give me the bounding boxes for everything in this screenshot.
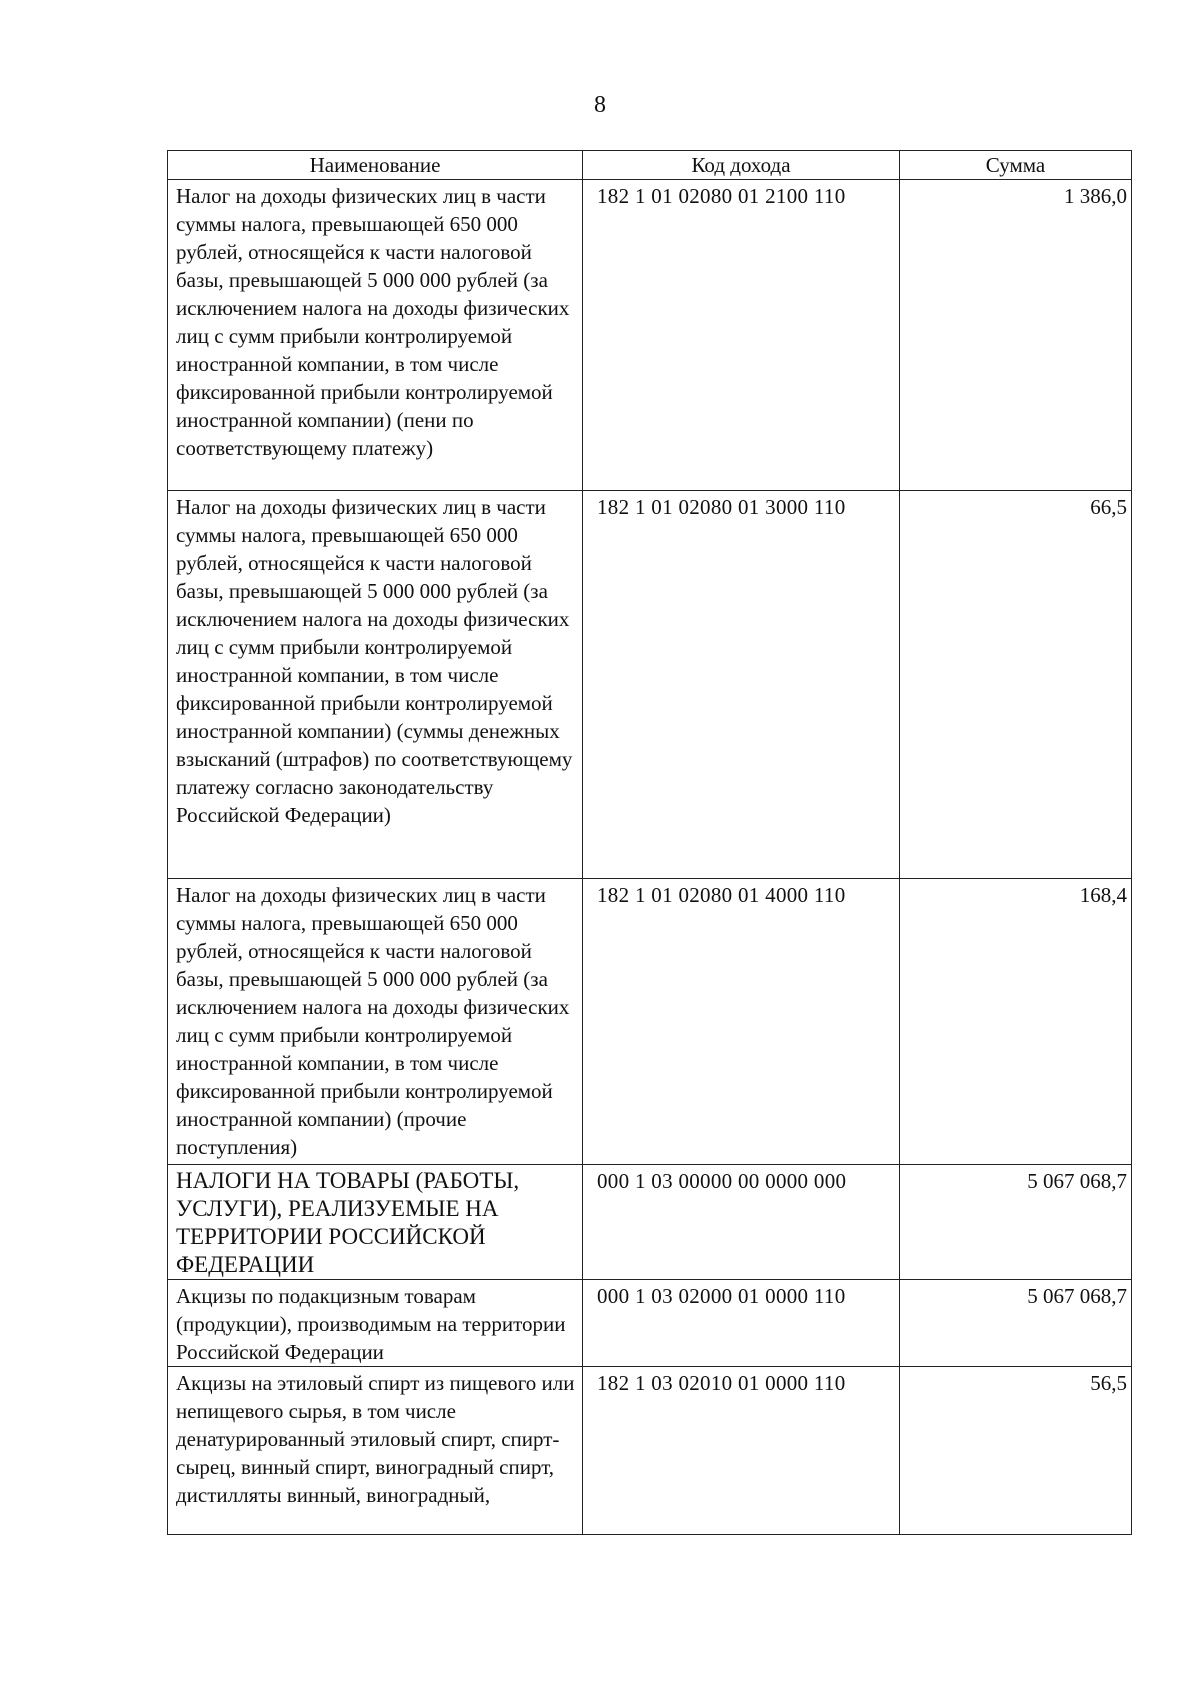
row-name-cell	[168, 1367, 583, 1535]
row-sum: 5 067 068,7	[900, 1165, 1132, 1280]
page-number: 8	[594, 92, 606, 118]
row-code: 182 1 03 02010 01 0000 110	[583, 1367, 900, 1535]
row-code: 000 1 03 00000 00 0000 000	[583, 1165, 900, 1280]
revenue-table	[167, 150, 1132, 1535]
row-name: Налог на доходы физических лиц в части суммы налога, превышающей 650 000 рублей, относящейся к части налоговой базы, превышающей 5 000 000 рублей (за исключением налога на доходы физических лиц с сумм прибыли контролируемой иностранной компании, в том числе фиксированной прибыли контролируемой иностранной компании) (пени по соответствующему платежу)	[176, 184, 570, 460]
table-row	[168, 1367, 1132, 1535]
row-sum: 5 067 068,7	[900, 1280, 1132, 1367]
row-name-cell	[168, 180, 583, 491]
header-sum: Сумма	[900, 151, 1132, 180]
table-row	[168, 1280, 1132, 1367]
row-code: 182 1 01 02080 01 3000 110	[583, 491, 900, 879]
row-code: 000 1 03 02000 01 0000 110	[583, 1280, 900, 1367]
table-row	[168, 491, 1132, 879]
row-sum: 66,5	[900, 491, 1132, 879]
row-sum: 168,4	[900, 879, 1132, 1165]
header-name: Наименование	[168, 151, 583, 180]
row-name-cell	[168, 1280, 583, 1367]
header-code: Код дохода	[583, 151, 900, 180]
row-name-cell	[168, 491, 583, 879]
row-sum: 1 386,0	[900, 180, 1132, 491]
row-code: 182 1 01 02080 01 4000 110	[583, 879, 900, 1165]
row-code: 182 1 01 02080 01 2100 110	[583, 180, 900, 491]
row-name: Налог на доходы физических лиц в части суммы налога, превышающей 650 000 рублей, относящейся к части налоговой базы, превышающей 5 000 000 рублей (за исключением налога на доходы физических лиц с сумм прибыли контролируемой иностранной компании, в том числе фиксированной прибыли контролируемой иностранной компании) (прочие поступления)	[176, 883, 570, 1159]
row-sum: 56,5	[900, 1367, 1132, 1535]
row-name: Налог на доходы физических лиц в части суммы налога, превышающей 650 000 рублей, относящейся к части налоговой базы, превышающей 5 000 000 рублей (за исключением налога на доходы физических лиц с сумм прибыли контролируемой иностранной компании, в том числе фиксированной прибыли контролируемой иностранной компании) (суммы денежных взысканий (штрафов) по соответствующему платежу согласно законодательству Российской Федерации)	[176, 495, 573, 827]
row-name-cell	[168, 879, 583, 1165]
table-row	[168, 879, 1132, 1165]
row-name: Акцизы по подакцизным товарам (продукции), производимым на территории Российской Федерации	[176, 1284, 566, 1364]
row-name: Акцизы на этиловый спирт из пищевого или непищевого сырья, в том числе денатурированный этиловый спирт, спирт-сырец, винный спирт, виноградный спирт, дистилляты винный, виноградный,	[176, 1371, 575, 1507]
table-header-row	[168, 151, 1132, 180]
table-row	[168, 1165, 1132, 1280]
row-name: НАЛОГИ НА ТОВАРЫ (РАБОТЫ, УСЛУГИ), РЕАЛИЗУЕМЫЕ НА ТЕРРИТОРИИ РОССИЙСКОЙ ФЕДЕРАЦИИ	[176, 1168, 520, 1277]
row-name-cell	[168, 1165, 583, 1280]
table-row	[168, 180, 1132, 491]
